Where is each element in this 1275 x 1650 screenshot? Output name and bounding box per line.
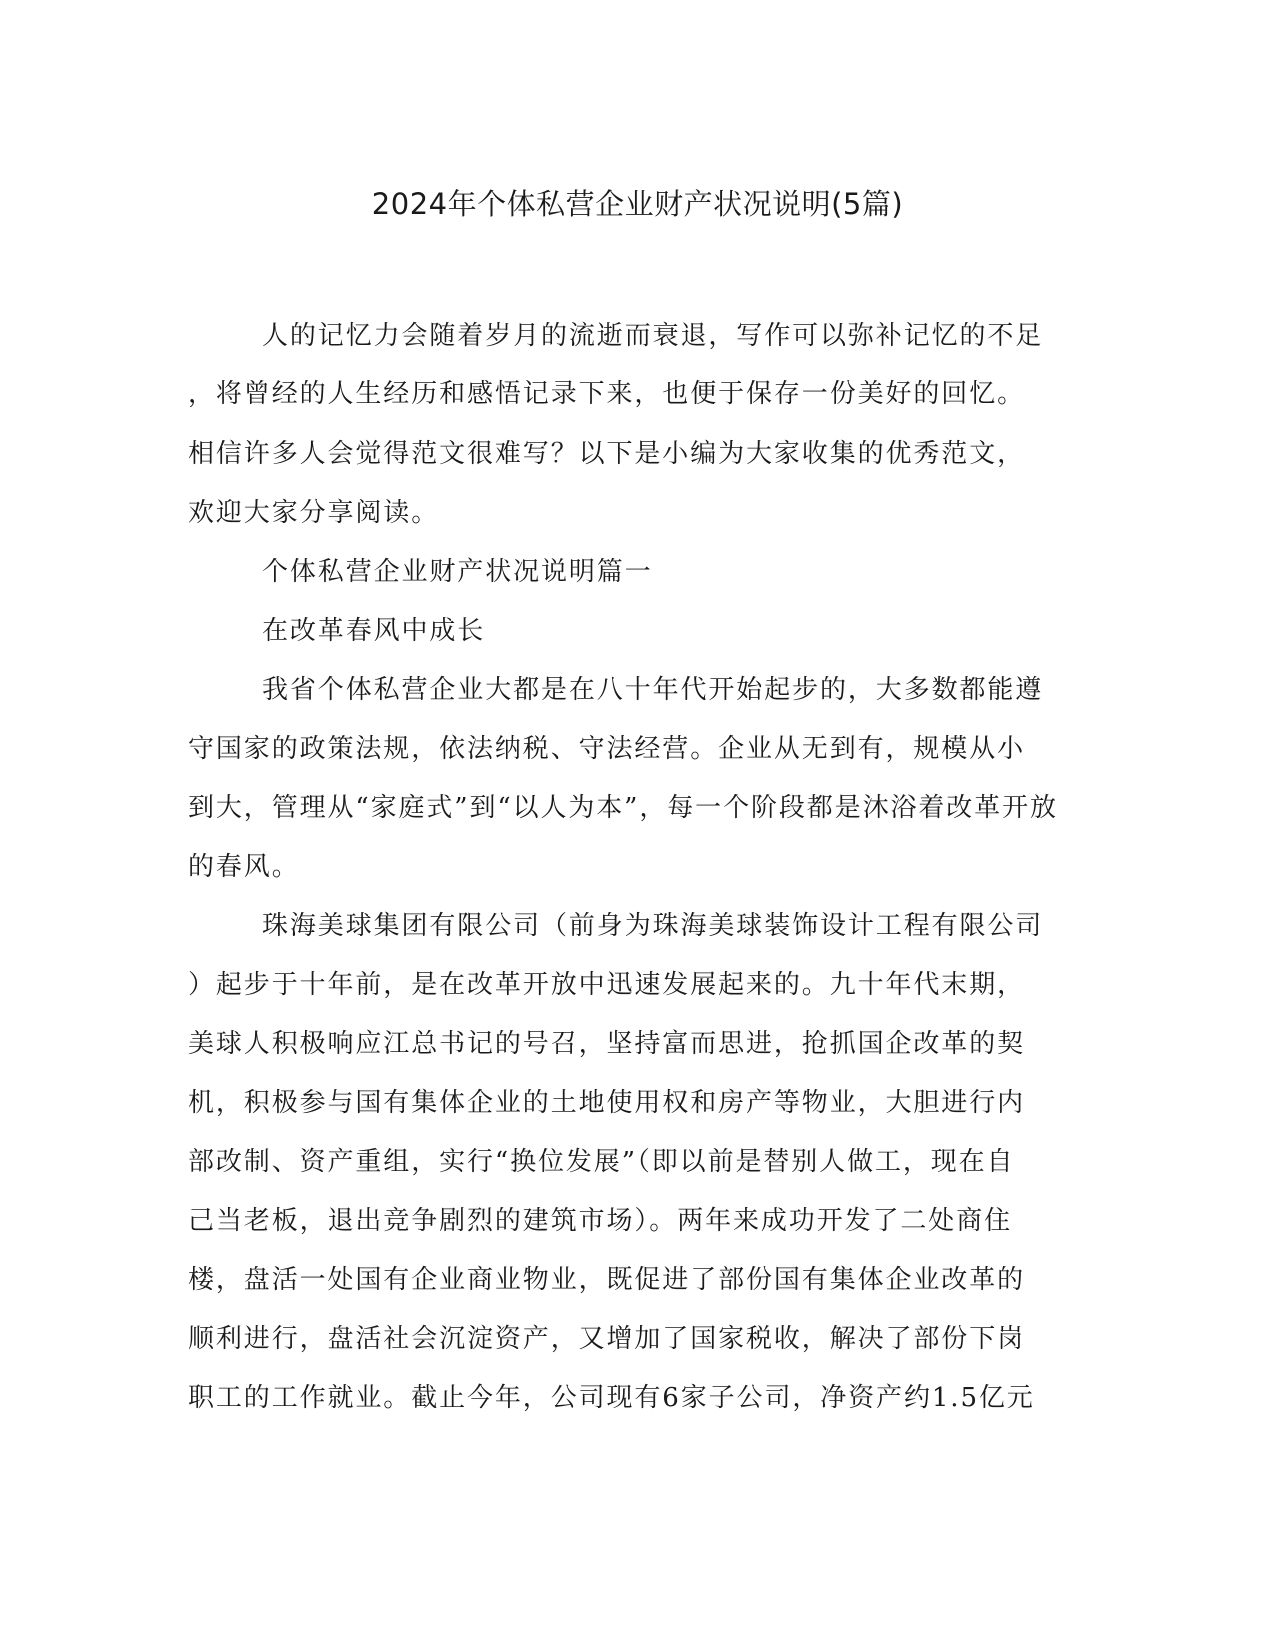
paragraph-line: ）起步于十年前，是在改革开放中迅速发展起来的。九十年代末期， <box>188 970 1026 1000</box>
paragraph-line: 守国家的政策法规，依法纳税、守法经营。企业从无到有，规模从小 <box>188 734 1026 764</box>
paragraph-line: 职工的工作就业。截止今年，公司现有6家子公司，净资产约1.5亿元 <box>188 1383 1035 1413</box>
document-title: 2024年个体私营企业财产状况说明(5篇) <box>371 187 904 221</box>
paragraph-line: 己当老板，退出竞争剧烈的建筑市场）。两年来成功开发了二处商住 <box>188 1206 1013 1236</box>
section-heading: 个体私营企业财产状况说明篇一 <box>262 557 653 587</box>
paragraph-line: 欢迎大家分享阅读。 <box>188 498 440 528</box>
paragraph-line: 的春风。 <box>188 852 300 882</box>
paragraph-line: ，将曾经的人生经历和感悟记录下来，也便于保存一份美好的回忆。 <box>188 379 1026 409</box>
paragraph-line: 人的记忆力会随着岁月的流逝而衰退，写作可以弥补记忆的不足 <box>262 321 1044 351</box>
paragraph-line: 相信许多人会觉得范文很难写？以下是小编为大家收集的优秀范文， <box>188 439 1026 469</box>
paragraph-line: 机，积极参与国有集体企业的土地使用权和房产等物业，大胆进行内 <box>188 1088 1026 1118</box>
paragraph-line: 珠海美球集团有限公司（前身为珠海美球装饰设计工程有限公司 <box>262 911 1044 941</box>
subheading: 在改革春风中成长 <box>262 616 486 646</box>
paragraph-line: 美球人积极响应江总书记的号召，坚持富而思进，抢抓国企改革的契 <box>188 1029 1026 1059</box>
paragraph-line: 部改制、资产重组，实行“换位发展”（即以前是替别人做工，现在自 <box>188 1147 1015 1177</box>
paragraph-line: 楼，盘活一处国有企业商业物业，既促进了部份国有集体企业改革的 <box>188 1265 1026 1295</box>
paragraph-line: 到大，管理从“家庭式”到“以人为本”，每一个阶段都是沐浴着改革开放 <box>188 793 1058 823</box>
paragraph-line: 我省个体私营企业大都是在八十年代开始起步的，大多数都能遵 <box>262 675 1044 705</box>
paragraph-line: 顺利进行，盘活社会沉淀资产，又增加了国家税收，解决了部份下岗 <box>188 1324 1026 1354</box>
